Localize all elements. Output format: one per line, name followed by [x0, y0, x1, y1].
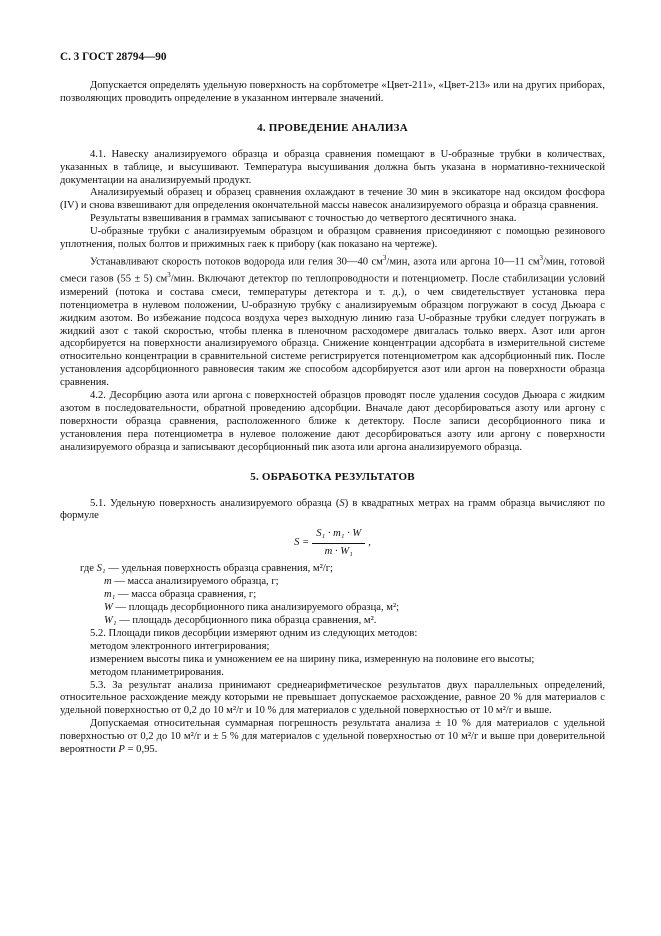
sup-cube-2: 3 [539, 253, 544, 262]
legend-text: — удельная поверхность образца сравнения, м²/г; [105, 563, 333, 575]
formula-fraction [312, 528, 365, 559]
legend-text: — масса анализируемого образца, г; [111, 576, 279, 588]
symbol-s: S [339, 497, 345, 509]
paragraph-5-2: 5.2. Площади пиков десорбции измеряют одним из следующих методов: [90, 627, 418, 639]
legend-symbol: m [104, 576, 112, 588]
legend-symbol: W [104, 602, 113, 614]
flow-text-1: Устанавливают скорость потоков водорода или гелия 30—40 см [90, 256, 383, 268]
paragraph-4-2: 4.2. Десорбцию азота или аргона с поверхностей образцов проводят после удаления сосудов Дьюара с жидким азотом в последовательности, обратной проведению адсорбции. Вначале дают десорбироваться азоту или аргону с поверхности образца сравнения, расположенного ближе к детектору. После записи десорбционного пика и установления пера потенциометра в нулевое положение дают десорбироваться азоту или аргону с поверхности анализируемого образца и записывают десорбционный пик азота или аргона анализируемого образца. [60, 390, 605, 453]
formula-tail: , [368, 536, 371, 548]
method-2: измерением высоты пика и умножением ее на ширину пика, измеренную на половине его высоты; [90, 653, 535, 665]
legend-item [80, 602, 605, 615]
legend-text: — площадь десорбционного пика анализируемого образца, м²; [112, 602, 400, 614]
document-body [60, 55, 605, 757]
paragraph-4-1-cooling: Анализируемый образец и образец сравнения охлаждают в течение 30 мин в эксикаторе над оксидом фосфора (IV) и снова взвешивают для определения окончательной массы навесок анализируемого образца и образца сравнения. [60, 187, 605, 212]
formula [60, 523, 605, 563]
legend-text: — масса образца сравнения, г; [115, 589, 257, 601]
legend-symbol: m₁ [104, 589, 116, 601]
paragraph-5-3: 5.3. За результат анализа принимают среднеарифметическое результатов двух параллельных определений, относительное расхождение между которыми не превышает допускаемое расхождение, равное 20 % для материалов с удельной поверхностью от 0,2 до 10 м²/г и 10 % для материалов с удельной поверхностью от 10 м²/г и выше. [60, 679, 605, 717]
section-4-title: 4. ПРОВЕДЕНИЕ АНАЛИЗА [257, 121, 408, 134]
legend-text: — площадь десорбционного пика образца сравнения, м². [116, 614, 377, 626]
method-3: методом планиметрирования. [90, 666, 224, 678]
formula-numerator: S₁ · m₁ · W [312, 528, 365, 544]
formula-denominator: m · W₁ [324, 545, 353, 557]
paragraph-4-1-flow [60, 252, 605, 390]
paragraph-5-3-error [60, 718, 605, 757]
p51-text-b: ) в квадратных метрах на грамм образца вычисляют по формуле [60, 497, 605, 522]
flow-text-3: /мин, готовой смеси газов (55 ± 5) см [60, 256, 605, 285]
formula-lhs: S = [294, 536, 310, 548]
p53-text-b: = 0,95. [124, 744, 158, 756]
legend-symbol: W₁ [104, 614, 117, 626]
flow-text-4: /мин. Включают детектор по теплопроводности и потенциометр. После стабилизации условий измерений (потока и состава смеси, температуры детектора и т. д.), о чем свидетельствует установка пера потенциометра в нулевом положении, U-образную трубку с анализируемым образцом погружают в сосуд Дьюара с жидким азотом. Во избежание подсоса воздуха через выходную линию газа U-образные трубки следует погружать в жидкий азот с такой скоростью, чтобы пленка в пленочном расходомере двигалась только вверх. Азот или аргон адсорбируется на поверхности анализируемого образца. Снижение концентрации адсорбата в измерительной системе относительно концентрации в сравнительной системе регистрируется потенциометром как адсорбционный пик. После установления адсорбционного равновесия таким же способом адсорбируется азот или аргон на поверхности образца сравнения. [60, 273, 605, 389]
paragraph-4-1-tubes: U-образные трубки с анализируемым образцом и образцом сравнения присоединяют с помощью резинового уплотнения, полых болтов и прижимных гаек к прибору (как показано на чертеже). [60, 226, 605, 251]
legend [60, 563, 605, 628]
sup-cube-1: 3 [382, 253, 387, 262]
intro-paragraph: Допускается определять удельную поверхность на сорбтометре «Цвет-211», «Цвет-213» или на других приборах, позволяющих проводить определение в указанном интервале значений. [60, 80, 605, 104]
legend-item [80, 576, 605, 589]
method-1: методом электронного интегрирования; [90, 640, 270, 652]
legend-symbol: S₁ [96, 563, 106, 575]
p51-text-a: 5.1. Удельную поверхность анализируемого образца ( [90, 497, 340, 509]
flow-text-2: /мин, азота или аргона 10—11 см [386, 256, 540, 268]
section-5-title: 5. ОБРАБОТКА РЕЗУЛЬТАТОВ [250, 470, 415, 483]
legend-prefix: где [80, 563, 97, 575]
sup-cube-3: 3 [167, 271, 171, 280]
legend-item [80, 589, 605, 602]
legend-item [80, 615, 605, 628]
paragraph-4-1-weighing: Результаты взвешивания в граммах записывают с точностью до четвертого десятичного знака. [90, 213, 517, 225]
paragraph-4-1: 4.1. Навеску анализируемого образца и образца сравнения помещают в U-образные трубки в количествах, указанных в таблице, и высушивают. Температура высушивания должна быть указана в нормативно-технической документации на анализируемый продукт. [60, 148, 605, 186]
symbol-p: P [118, 744, 125, 756]
page-header: С. 3 ГОСТ 28794—90 [60, 51, 167, 63]
legend-item [80, 563, 605, 576]
paragraph-5-1 [60, 498, 605, 524]
p53-text-a: Допускаемая относительная суммарная погрешность результата анализа ± 10 % для материалов с удельной поверхностью от 0,2 до 10 м²/г и ± 5 % для материалов с удельной поверхностью от 10 м²/г и выше при доверительной вероятности [60, 718, 605, 756]
